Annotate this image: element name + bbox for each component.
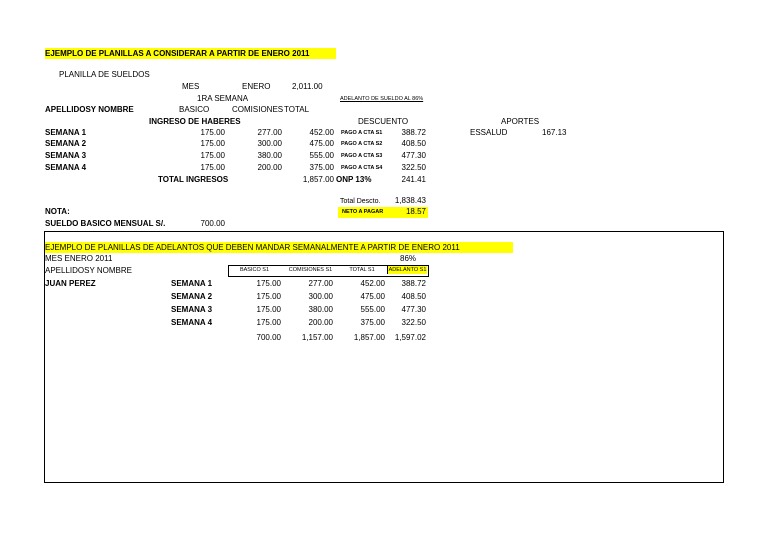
s2-row-name: SEMANA 2: [171, 292, 213, 301]
s1-row-total: 375.00: [309, 163, 334, 172]
sueldo-value: 700.00: [200, 219, 225, 228]
s2-col-basico: BASICO S1: [239, 267, 270, 273]
s2-row-basico: 175.00: [256, 305, 281, 314]
s1-row-total: 555.00: [309, 151, 334, 160]
s1-row-pago: 388.72: [401, 128, 426, 137]
s1-row-pago: 477.30: [401, 151, 426, 160]
semana-header: 1RA SEMANA: [197, 94, 249, 103]
s2-row-basico: 175.00: [256, 292, 281, 301]
s1-row-name: SEMANA 2: [45, 139, 87, 148]
sueldo-label: SUELDO BASICO MENSUAL S/.: [45, 219, 166, 228]
s2-row-total: 452.00: [360, 279, 385, 288]
s1-row-comisiones: 277.00: [257, 128, 282, 137]
essalud-value: 167.13: [542, 128, 567, 137]
s2-row-name: SEMANA 1: [171, 279, 213, 288]
s1-row-name: SEMANA 3: [45, 151, 87, 160]
total-descto-label: Total Descto.: [340, 198, 381, 205]
s1-row-total: 475.00: [309, 139, 334, 148]
apellidos-label: APELLIDOSY NOMBRE: [45, 105, 134, 114]
comisiones-label: COMISIONES: [232, 105, 284, 114]
section1-title: EJEMPLO DE PLANILLAS A CONSIDERAR A PARTIR DE ENERO 2011: [45, 48, 336, 59]
s1-row-pago-label: PAGO A CTA S4: [341, 165, 383, 171]
section2-pct: 86%: [400, 254, 417, 263]
neto-value: 18.57: [405, 207, 426, 216]
s2-row-name: SEMANA 3: [171, 305, 213, 314]
s2-row-comisiones: 200.00: [308, 318, 333, 327]
s2-row-comisiones: 380.00: [308, 305, 333, 314]
mes-value: ENERO: [242, 82, 271, 91]
planilla-label: PLANILLA DE SUELDOS: [59, 70, 150, 79]
s1-row-comisiones: 200.00: [257, 163, 282, 172]
s1-row-comisiones: 300.00: [257, 139, 282, 148]
mes-label: MES: [182, 82, 200, 91]
s1-row-pago-label: PAGO A CTA S1: [341, 130, 383, 136]
total-ingresos-value: 1,857.00: [302, 175, 334, 184]
aportes-label: APORTES: [501, 117, 540, 126]
year-value: 2,011.00: [292, 82, 323, 91]
s2-total-comisiones: 1,157.00: [301, 333, 333, 342]
onp-value: 241.41: [401, 175, 426, 184]
section2-title: EJEMPLO DE PLANILLAS DE ADELANTOS QUE DEBEN MANDAR SEMANALMENTE A PARTIR DE ENERO 2011: [45, 242, 513, 253]
s1-row-basico: 175.00: [200, 151, 225, 160]
essalud-label: ESSALUD: [470, 128, 508, 137]
s2-col-total: TOTAL S1: [349, 267, 375, 273]
s2-row-adelanto: 477.30: [401, 305, 426, 314]
s2-row-total: 375.00: [360, 318, 385, 327]
s2-col-comisiones: COMISIONES S1: [288, 267, 333, 273]
s1-row-name: SEMANA 1: [45, 128, 87, 137]
total-ingresos-label: TOTAL INGRESOS: [158, 175, 229, 184]
s2-col-adelanto: ADELANTO S1: [388, 267, 427, 273]
s1-row-basico: 175.00: [200, 139, 225, 148]
s2-row-adelanto: 408.50: [401, 292, 426, 301]
s1-row-basico: 175.00: [200, 163, 225, 172]
adelanto-label: ADELANTO DE SUELDO AL 86%: [340, 96, 424, 102]
ingreso-label: INGRESO DE HABERES: [149, 117, 241, 126]
s2-row-name: SEMANA 4: [171, 318, 213, 327]
nota-label: NOTA:: [45, 207, 70, 216]
employee-name: JUAN PEREZ: [45, 279, 96, 288]
section2-mes: MES ENERO 2011: [45, 254, 113, 263]
s2-row-adelanto: 388.72: [401, 279, 426, 288]
total-label: TOTAL: [284, 105, 310, 114]
s2-row-basico: 175.00: [256, 318, 281, 327]
s2-row-comisiones: 300.00: [308, 292, 333, 301]
s2-row-total: 555.00: [360, 305, 385, 314]
total-descto-value: 1,838.43: [394, 196, 426, 205]
s1-row-pago-label: PAGO A CTA S3: [341, 153, 383, 159]
neto-label: NETO A PAGAR: [342, 209, 384, 215]
descuento-label: DESCUENTO: [358, 117, 409, 126]
s1-row-pago-label: PAGO A CTA S2: [341, 141, 383, 147]
section2-apellidos: APELLIDOSY NOMBRE: [45, 266, 132, 275]
s2-row-adelanto: 322.50: [401, 318, 426, 327]
s2-row-total: 475.00: [360, 292, 385, 301]
s1-row-pago: 408.50: [401, 139, 426, 148]
s1-row-name: SEMANA 4: [45, 163, 87, 172]
basico-label: BASICO: [179, 105, 210, 114]
s1-row-basico: 175.00: [200, 128, 225, 137]
s2-row-basico: 175.00: [256, 279, 281, 288]
s1-row-total: 452.00: [309, 128, 334, 137]
s2-total-total: 1,857.00: [353, 333, 385, 342]
s1-row-comisiones: 380.00: [257, 151, 282, 160]
s2-total-basico: 700.00: [256, 333, 281, 342]
onp-label: ONP 13%: [336, 175, 372, 184]
s2-row-comisiones: 277.00: [308, 279, 333, 288]
s1-row-pago: 322.50: [401, 163, 426, 172]
s2-total-adelanto: 1,597.02: [394, 333, 426, 342]
